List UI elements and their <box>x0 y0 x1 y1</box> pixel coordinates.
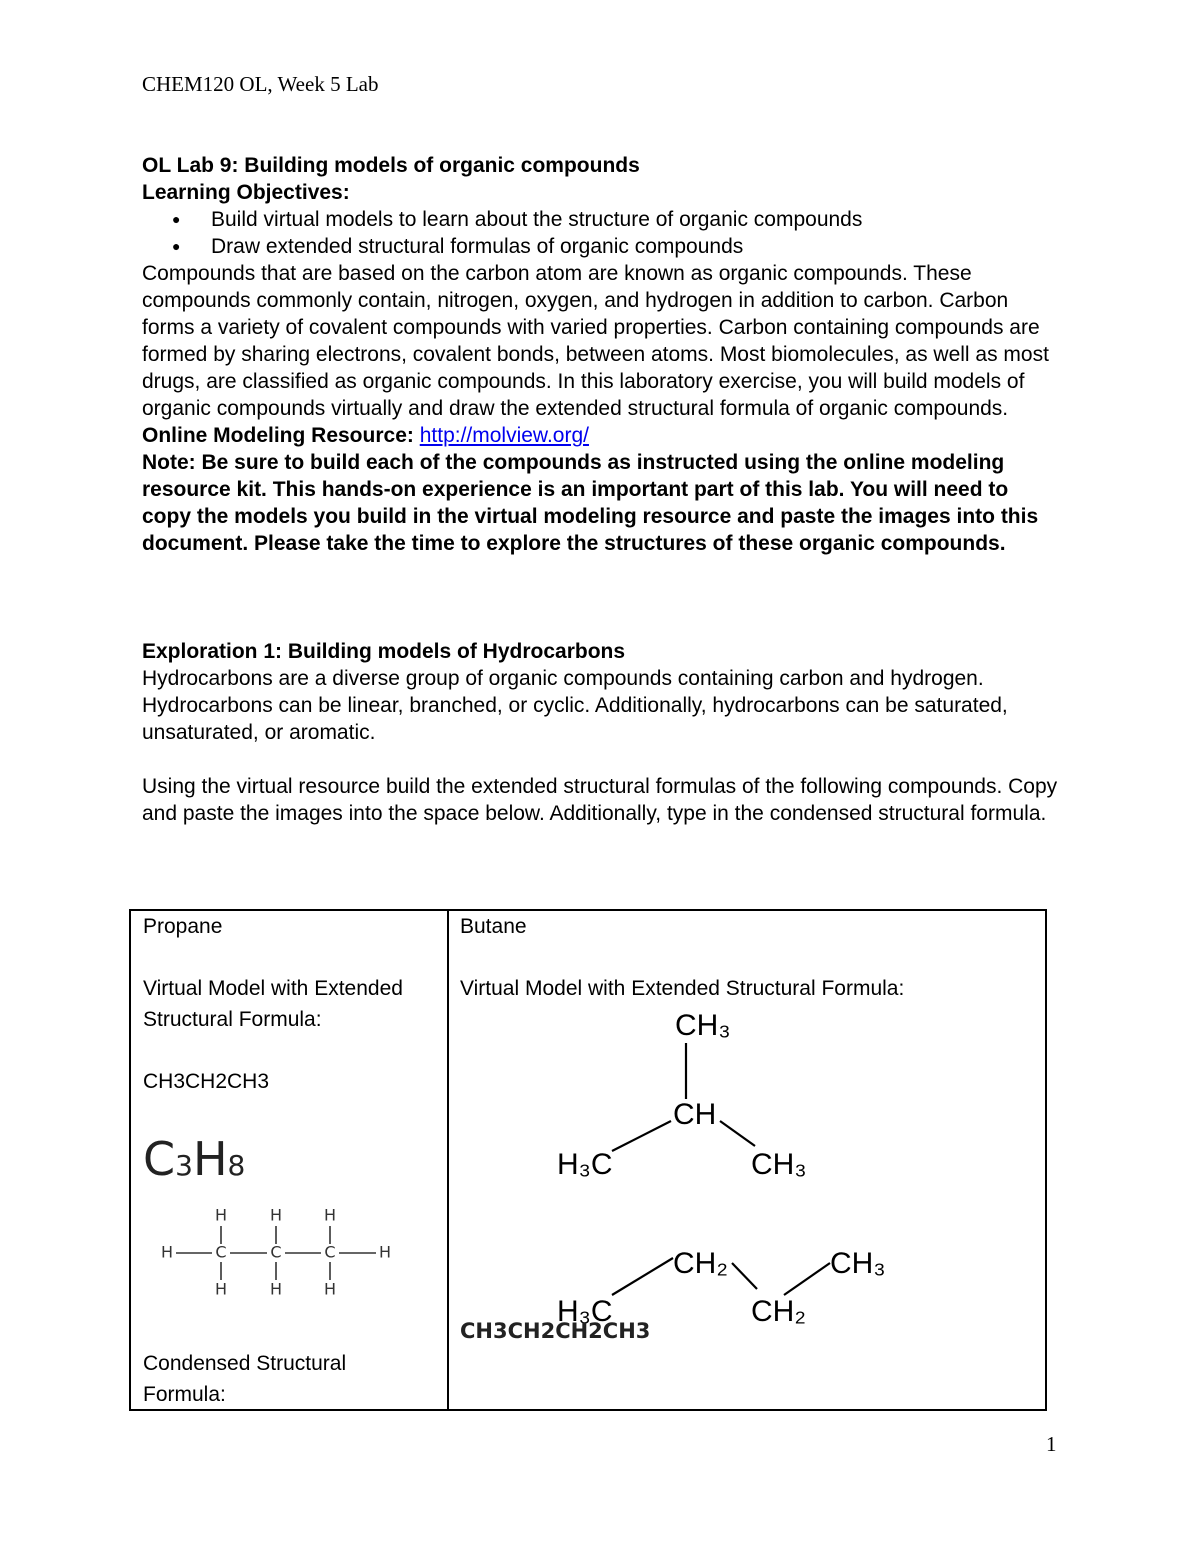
propane-atom-h: H <box>378 1242 392 1262</box>
resource-label: Online Modeling Resource: <box>142 424 414 447</box>
propane-molecular-formula: C3H8 <box>143 1132 246 1186</box>
propane-model-label: Virtual Model with Extended Structural Formula: <box>143 977 403 1031</box>
objective-item: ● Build virtual models to learn about the structure of organic compounds <box>142 206 1062 233</box>
isobutane-structure <box>557 1009 807 1181</box>
propane-atom-h: H <box>269 1279 283 1299</box>
propane-atom-h: H <box>160 1242 174 1262</box>
isobutane-bonds <box>612 1043 755 1151</box>
n-butane-ch2-upper: CH₂ <box>673 1247 728 1280</box>
intro-paragraph: Compounds that are based on the carbon atom are known as organic compounds. These compounds commonly contain, nitrogen, oxygen, and hydrogen in addition to carbon. Carbon forms a variety of covalent compounds with varied properties. Carbon containing compounds are formed by sharing electrons, covalent bonds, between atoms. Most biomolecules, as well as most drugs, are classified as organic compounds. In this laboratory exercise, you will build models of organic compounds virtually and draw the extended structural formula of organic compounds. <box>142 262 1049 420</box>
propane-atom-c: C <box>215 1242 227 1262</box>
propane-atom-h: H <box>323 1205 337 1225</box>
propane-cell <box>130 910 448 1410</box>
n-butane-ch2-lower: CH₂ <box>751 1295 806 1328</box>
objective-item: ● Draw extended structural formulas of organic compounds <box>142 233 1062 260</box>
propane-atom-h: H <box>323 1279 337 1299</box>
propane-atom-h: H <box>214 1205 228 1225</box>
isobutane-right: CH₃ <box>751 1148 807 1181</box>
models-table <box>129 909 1047 1411</box>
butane-cell <box>448 910 1046 1410</box>
butane-condensed-typed: CH3CH2CH2CH3 <box>460 1319 651 1343</box>
isobutane-left: H₃C <box>557 1148 613 1181</box>
resource-line <box>142 422 1062 449</box>
lab-title: OL Lab 9: Building models of organic compounds <box>142 154 640 177</box>
page-number: 1 <box>1046 1432 1057 1456</box>
propane-name: Propane <box>143 915 223 938</box>
page-header: CHEM120 OL, Week 5 Lab <box>142 72 379 96</box>
propane-atom-c: C <box>324 1242 336 1262</box>
objectives-list <box>142 206 1062 260</box>
document-body <box>142 152 1062 827</box>
propane-condensed-typed: CH3CH2CH3 <box>143 1070 270 1093</box>
n-butane-structure <box>557 1247 886 1328</box>
propane-structural-diagram <box>131 1199 447 1309</box>
objectives-heading: Learning Objectives: <box>142 181 350 204</box>
instructions-paragraph: Using the virtual resource build the extended structural formulas of the following compounds. Copy and paste the images into the space below. Additionally, type in the condensed structural formula. <box>142 775 1058 825</box>
butane-name: Butane <box>460 915 527 938</box>
propane-condensed-label: Condensed Structural Formula: <box>143 1352 347 1406</box>
propane-atom-h: H <box>269 1205 283 1225</box>
resource-link[interactable]: http://molview.org/ <box>419 424 589 447</box>
note-paragraph: Note: Be sure to build each of the compounds as instructed using the online modeling resource kit. This hands-on experience is an important part of this lab. You will need to copy the models you build in the virtual modeling resource and paste the images into this document. Please take the time to explore the structures of these organic compounds. <box>142 451 1039 555</box>
isobutane-center: CH <box>673 1098 717 1131</box>
propane-atom-c: C <box>270 1242 282 1262</box>
butane-structures <box>449 1001 1047 1331</box>
propane-atom-h: H <box>214 1279 228 1299</box>
isobutane-top: CH₃ <box>675 1009 731 1042</box>
butane-model-label: Virtual Model with Extended Structural Formula: <box>460 977 905 1000</box>
n-butane-right: CH₃ <box>830 1247 886 1280</box>
exploration-paragraph: Hydrocarbons are a diverse group of organic compounds containing carbon and hydrogen. Hydrocarbons can be linear, branched, or cyclic. Additionally, hydrocarbons can be saturated, unsaturated, or aromatic. <box>142 667 1008 744</box>
exploration-title: Exploration 1: Building models of Hydrocarbons <box>142 640 626 663</box>
n-butane-left: H₃C <box>557 1295 613 1328</box>
